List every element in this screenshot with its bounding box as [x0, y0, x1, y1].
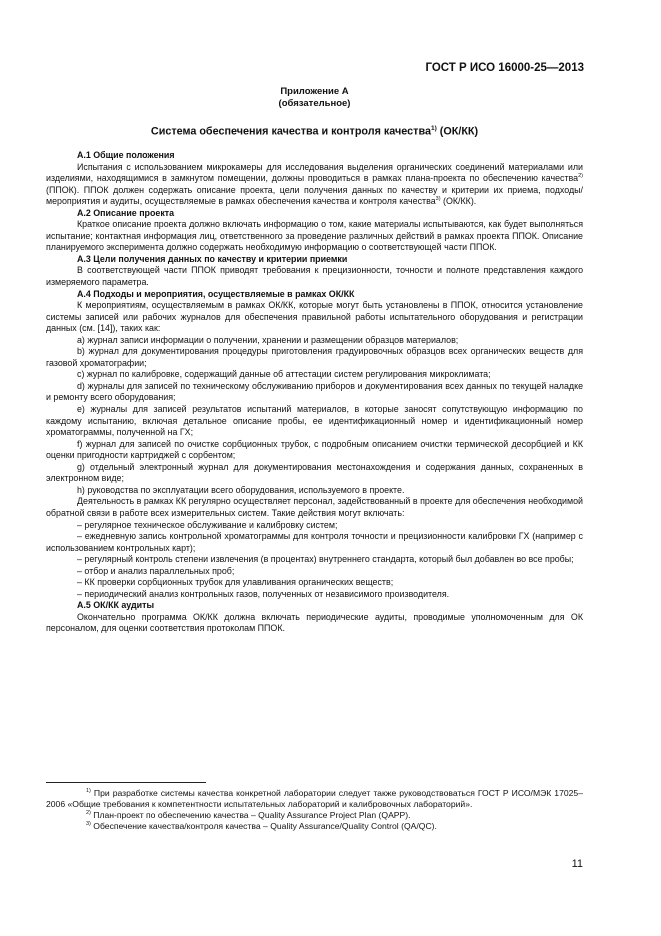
annex-label: Приложение А: [280, 86, 349, 97]
list-item: e) журналы для записей результатов испытаний материалов, в которые заносят сопутствующую информацию по каждому испытанию, включая детальное описание пробы, ее идентификационный номер и идентификационный номер хроматограммы, полученной на ГХ;: [46, 404, 583, 438]
paragraph-a2: Краткое описание проекта должно включать информацию о том, какие материалы испытываются, как будет выполняться испытание; контактная информация лиц, ответственного за проведение различных действий в рамках проекта ППОК. Описание планируемого эксперимента должно содержать необходимую информацию о соответствующей части ППОК.: [46, 219, 583, 253]
document-body: [46, 150, 583, 635]
annex-title: [46, 125, 583, 138]
footnote-ref-1[interactable]: 1): [430, 125, 437, 132]
footnotes: [46, 788, 583, 832]
list-item: d) журналы для записей по техническому обслуживанию приборов и документирования всех данных по текущей наладке и ремонту всего оборудования;: [46, 380, 583, 403]
footnote-2: $^{2)}$ План-проект по обеспечению качества – Quality Assurance Project Plan (QAPP).: [86, 810, 411, 820]
section-heading-a2: А.2 Описание проекта: [77, 207, 175, 218]
list-item: g) отдельный электронный журнал для документирования местонахождения и содержания данных, сохраненных в электронном виде;: [46, 461, 583, 484]
section-heading-a1: А.1 Общие положения: [77, 150, 175, 160]
paragraph-a4-intro: К мероприятиям, осуществляемым в рамках ОК/КК, которые могут быть установлены в ППОК, относится установление системы записей или рабочих журналов для обеспечения правильной работы испытательного оборудования и регистрации данных (см. [14]), таких как:: [46, 300, 583, 334]
dash-item: – отбор и анализ параллельных проб;: [77, 565, 235, 576]
annex-title-suffix: (ОК/КК): [436, 125, 479, 138]
paragraph-a1: Испытания с использованием микрокамеры для исследования выделения органических соединений материалами или изделиями, находящимися в замкнутом помещении, должны проводиться в рамках плана-проекта по обеспечению качества$^{2)}$ (ППОК). ППОК должен содержать описание проекта, цели получения данных по качеству и критерии их приема, подходы/мероприятия и аудиты, осуществляемые в рамках обеспечения качества и контроля качества$^{3)}$ (ОК/КК).: [46, 161, 583, 207]
footnote-mark: 1): [86, 788, 91, 795]
standard-designation: ГОСТ Р ИСО 16000-25—2013: [425, 62, 584, 74]
section-heading-a4: А.4 Подходы и мероприятия, осуществляемые в рамках ОК/КК: [77, 288, 355, 299]
paragraph-a3: В соответствующей части ППОК приводят требования к прецизионности, точности и полноте представления каждого измеряемого параметра.: [46, 265, 583, 288]
dash-item: – КК проверки сорбционных трубок для улавливания органических веществ;: [77, 577, 394, 588]
page-number: 11: [571, 858, 583, 870]
list-item: f) журнал для записей по очистке сорбционных трубок, с подробным описанием очистки термической десорбцией и КК оценки пригодности картриджей с сорбентом;: [46, 438, 583, 461]
paragraph-a4-activities: Деятельность в рамках КК регулярно осуществляет персонал, задействованный в проекте для обеспечения необходимой обратной связи в работе всех измерительных систем. Такие действия могут включать:: [46, 496, 583, 518]
footnote-ref-3[interactable]: 3): [435, 196, 441, 203]
annex-label-block: [46, 86, 583, 110]
footnote-divider: [46, 782, 206, 783]
section-heading-a3: А.3 Цели получения данных по качеству и критерии приемки: [77, 253, 348, 264]
dash-item: – регулярный контроль степени извлечения (в процентах) внутреннего стандарта, который был добавлен во все пробы;: [77, 554, 574, 565]
footnote-1: $^{1)}$ При разработке системы качества конкретной лаборатории следует также руководствоваться ГОСТ Р ИСО/МЭК 17025–2006 «Общие требования к компетентности испытательных лабораторий и калибровочных лабораторий».: [46, 788, 583, 809]
section-heading-a5: А.5 ОК/КК аудиты: [77, 600, 155, 611]
list-item: a) журнал записи информации о получении, хранении и размещении образцов материалов;: [77, 334, 459, 345]
dash-item: – периодический анализ контрольных газов, полученных от независимого производителя.: [77, 588, 450, 599]
footnote-3: $^{3)}$ Обеспечение качества/контроля качества – Quality Assurance/Quality Control (QA/QC).: [86, 821, 437, 831]
list-item: c) журнал по калибровке, содержащий данные об аттестации систем регулирования микроклимата;: [77, 369, 491, 380]
annex-status: (обязательное): [278, 98, 351, 109]
list-item: h) руководства по эксплуатации всего оборудования, используемого в проекте.: [77, 484, 405, 495]
footnote-mark: 3): [86, 821, 91, 828]
list-item: b) журнал для документирования процедуры приготовления градуировочных образцов всех органических веществ для газовой хроматографии;: [46, 346, 583, 368]
paragraph-a5: Окончательно программа ОК/КК должна включать периодические аудиты, проводимые уполномоченным для ОК персоналом, для оценки соответствия протоколам ППОК.: [46, 611, 583, 634]
footnote-mark: 2): [86, 810, 91, 817]
dash-item: – регулярное техническое обслуживание и калибровку систем;: [77, 519, 338, 530]
footnote-ref-2[interactable]: 2): [578, 173, 583, 180]
annex-title-text: Система обеспечения качества и контроля качества: [150, 125, 431, 138]
dash-item: – ежедневную запись контрольной хроматограммы для контроля точности и прецизионности калибровки ГХ (например с использованием контрольных карт);: [46, 531, 583, 553]
